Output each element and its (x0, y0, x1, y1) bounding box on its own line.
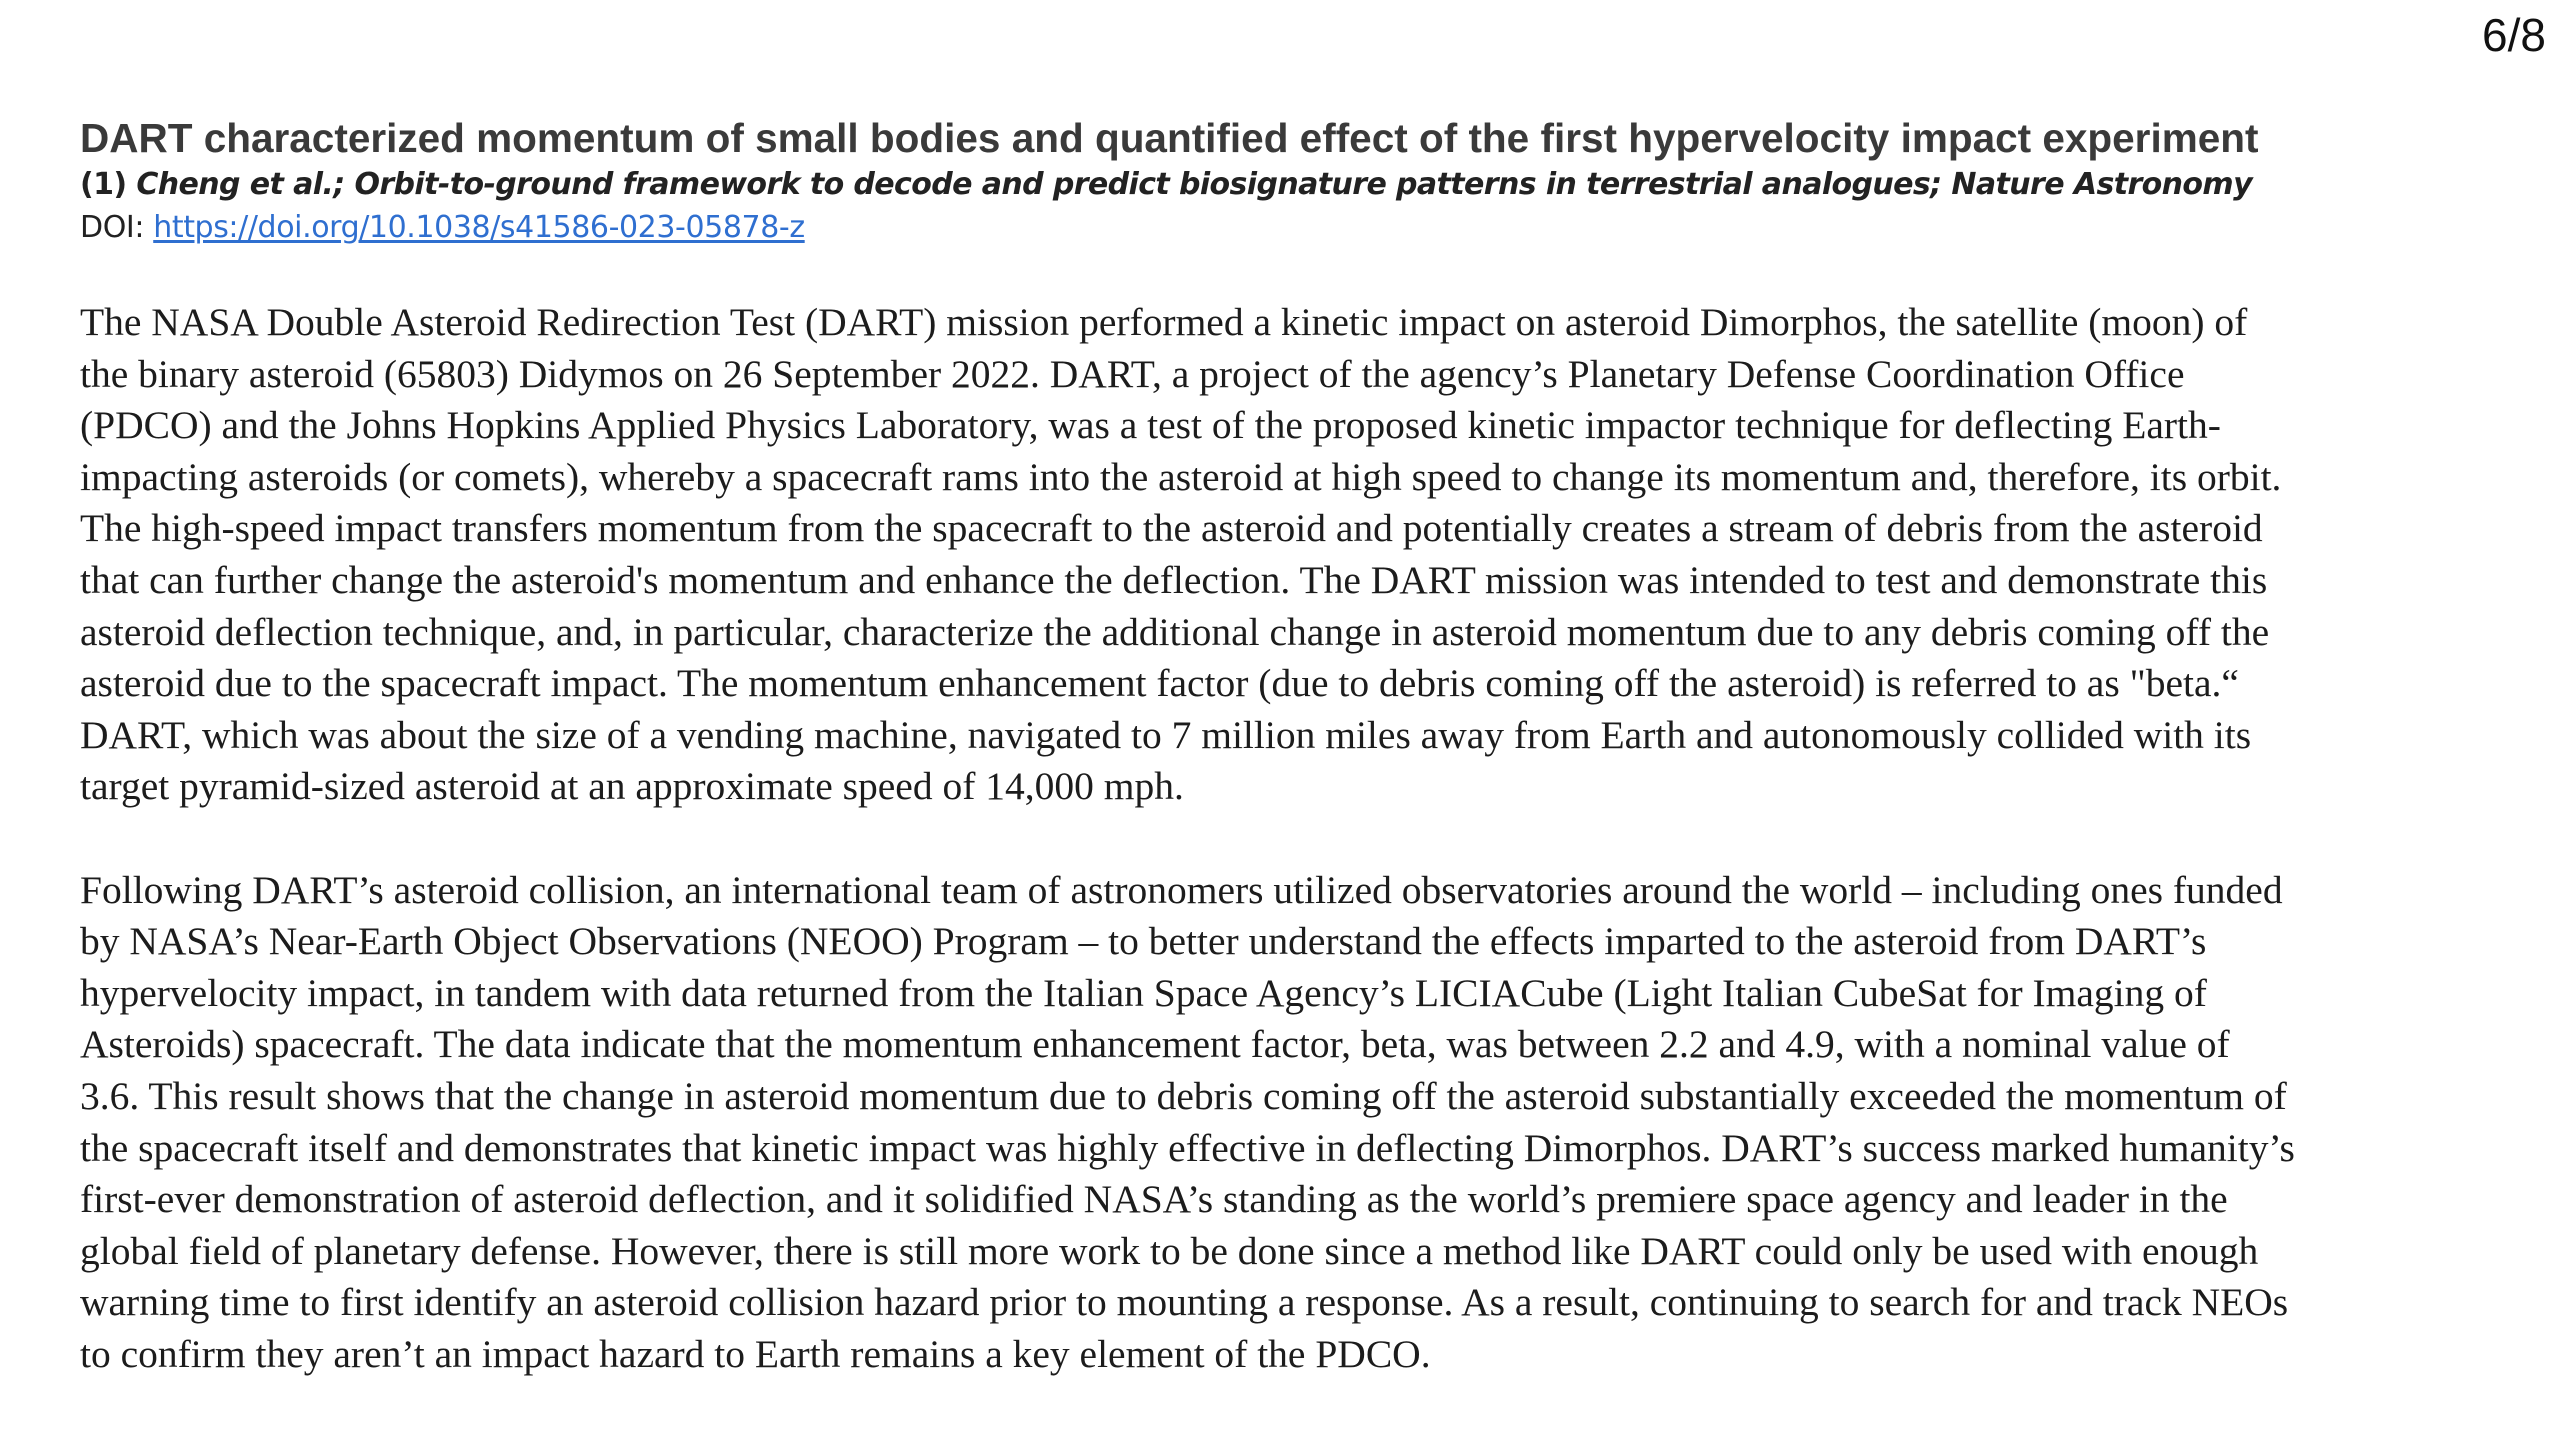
paragraph-dart-mission (80, 297, 2500, 813)
slide-body (80, 297, 2500, 1380)
paragraph-line: asteroid due to the spacecraft impact. The momentum enhancement factor (due to debris coming off the asteroid) is referred to as "beta.“ (80, 661, 2239, 706)
paragraph-line: target pyramid-sized asteroid at an approximate speed of 14,000 mph. (80, 764, 1184, 809)
paragraph-line: Following DART’s asteroid collision, an international team of astronomers utilized observatories around the world – including ones funded (80, 867, 2283, 912)
paragraph-line: the binary asteroid (65803) Didymos on 26 September 2022. DART, a project of the agency’s Planetary Defense Coordination Office (80, 351, 2185, 396)
slide-title: DART characterized momentum of small bodies and quantified effect of the first hypervelocity impact experiment (80, 115, 2259, 161)
citation (80, 164, 2500, 206)
paragraph-line: 3.6. This result shows that the change in asteroid momentum due to debris coming off the asteroid substantially exceeded the momentum of (80, 1073, 2287, 1118)
paragraph-line: by NASA’s Near-Earth Object Observations (NEOO) Program – to better understand the effects imparted to the asteroid from DART’s (80, 919, 2207, 964)
paragraph-line: that can further change the asteroid's momentum and enhance the deflection. The DART mission was intended to test and demonstrate this (80, 557, 2268, 602)
paragraph-line: Asteroids) spacecraft. The data indicate that the momentum enhancement factor, beta, was between 2.2 and 4.9, with a nominal value of (80, 1022, 2230, 1067)
doi-line (80, 206, 2500, 250)
paragraph-line: asteroid deflection technique, and, in particular, characterize the additional change in asteroid momentum due to any debris coming off the (80, 609, 2270, 654)
citation-index: (1) (80, 167, 127, 202)
paragraph-line: The high-speed impact transfers momentum from the spacecraft to the asteroid and potentially creates a stream of debris from the asteroid (80, 506, 2263, 551)
paragraph-line: warning time to first identify an asteroid collision hazard prior to mounting a response. As a result, continuing to search for and track NEOs (80, 1280, 2289, 1325)
citation-details: Cheng et al.; Orbit-to-ground framework to decode and predict biosignature patterns in terrestrial analogues; Nature Astronomy (136, 167, 2253, 202)
paragraph-line: impacting asteroids (or comets), whereby a spacecraft rams into the asteroid at high speed to change its momentum and, therefore, its orbit. (80, 454, 2282, 499)
paragraph-line: global field of planetary defense. However, there is still more work to be done since a method like DART could only be used with enough (80, 1228, 2259, 1273)
paragraph-line: first-ever demonstration of asteroid deflection, and it solidified NASA’s standing as the world’s premiere space agency and leader in the (80, 1177, 2228, 1222)
paragraph-line: DART, which was about the size of a vending machine, navigated to 7 million miles away from Earth and autonomously collided with its (80, 712, 2252, 757)
doi-link[interactable]: https://doi.org/10.1038/s41586-023-05878-z (153, 210, 805, 245)
paragraph-line: hypervelocity impact, in tandem with data returned from the Italian Space Agency’s LICIACube (Light Italian CubeSat for Imaging of (80, 970, 2207, 1015)
doi-label: DOI: (80, 210, 145, 245)
paragraph-dart-results (80, 865, 2500, 1381)
paragraph-line: The NASA Double Asteroid Redirection Test (DART) mission performed a kinetic impact on asteroid Dimorphos, the satellite (moon) of (80, 300, 2248, 344)
slide-header (80, 112, 2500, 250)
page-number: 6/8 (2482, 9, 2546, 61)
paragraph-line: (PDCO) and the Johns Hopkins Applied Physics Laboratory, was a test of the proposed kinetic impactor technique for deflecting Earth- (80, 403, 2221, 448)
paragraph-line: to confirm they aren’t an impact hazard to Earth remains a key element of the PDCO. (80, 1331, 1431, 1376)
paragraph-line: the spacecraft itself and demonstrates that kinetic impact was highly effective in deflecting Dimorphos. DART’s success marked humanity’s (80, 1125, 2295, 1170)
